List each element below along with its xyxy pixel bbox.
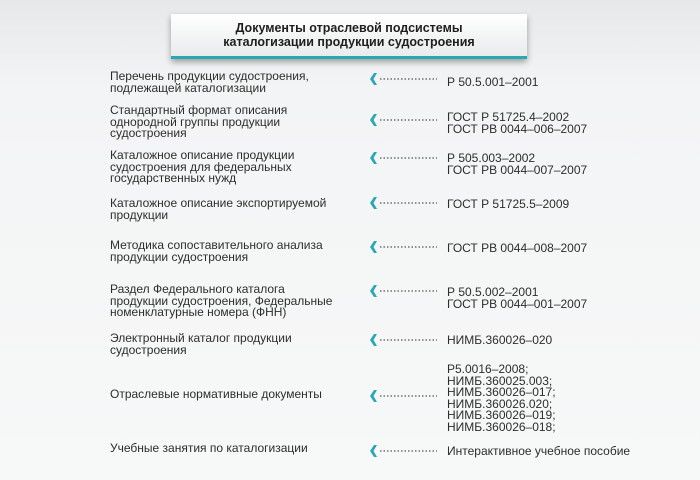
document-code: ГОСТ РВ 0044–007–2007 [447,162,588,177]
row-label [110,71,365,94]
document-code: НИМБ.360026–018; [447,419,556,434]
row-label-line: однородной группы продукции [110,114,281,129]
document-code: НИМБ.360025.003; [447,373,553,388]
row-label-line: продукции судостроения [110,249,249,264]
document-code: ГОСТ РВ 0044–006–2007 [447,121,588,136]
row-label-line: продукции [110,207,169,222]
document-code: Р5.0016–2008; [447,362,529,376]
document-code: Интерактивное учебное пособие [447,444,631,458]
connector-arrow-icon [369,333,439,347]
row-label-line: судостроения [110,126,187,140]
connector-arrow-icon [369,284,439,298]
row-label-line: Перечень продукции судостроения, [110,69,309,83]
row-label-line: Электронный каталог продукции [110,331,292,345]
document-code: ГОСТ Р 51725.4–2002 [447,110,570,124]
row-label [110,150,365,185]
document-code: ГОСТ РВ 0044–008–2007 [447,241,588,255]
row-label-line: Отраслевые нормативные документы [110,387,322,401]
document-code: Р 50.5.002–2001 [447,285,539,299]
connector-arrow-icon [369,389,439,403]
row-documents [447,77,687,89]
document-code: ГОСТ РВ 0044–001–2007 [447,296,588,311]
document-code: ГОСТ Р 51725.5–2009 [447,197,570,211]
row-documents [447,199,687,211]
row-documents [447,364,687,433]
row-label [110,333,365,356]
row-label [110,389,365,401]
row-label-line: Каталожное описание экспортируемой [110,196,327,210]
title-plate [171,14,527,59]
row-documents [447,243,687,255]
row-label-line: номенклатурные номера (ФНН) [110,305,287,319]
row-label [110,443,365,455]
row-label [110,240,365,263]
row-label-line: Стандартный формат описания [110,103,288,117]
document-code: НИМБ.360026–019; [447,408,556,422]
connector-arrow-icon [369,151,439,165]
document-code: Р 505.003–2002 [447,151,536,165]
document-code: НИМБ.360026–020 [447,333,553,347]
row-label-line: судостроения [110,342,187,357]
row-label-line: судостроения для федеральных [110,159,292,174]
row-label-line: Учебные занятия по каталогизации [110,441,308,455]
connector-arrow-icon [369,72,439,86]
row-documents [447,287,687,310]
row-label-line: продукции судостроения, Федеральные [110,293,333,308]
row-label-line: подлежащей каталогизации [110,80,266,95]
title-line-1: Документы отраслевой подсистемы [235,21,463,35]
row-documents [447,446,687,458]
row-label [110,284,365,319]
row-label [110,198,365,221]
row-documents [447,112,687,135]
document-code: НИМБ.360026–017; [447,385,556,399]
connector-arrow-icon [369,444,439,458]
row-documents [447,153,687,176]
connector-arrow-icon [369,196,439,210]
document-code: НИМБ.360026.020; [447,396,553,411]
connector-arrow-icon [369,113,439,127]
row-documents [447,335,687,347]
row-label-line: Раздел Федерального каталога [110,282,285,296]
row-label [110,105,365,140]
title-line-2: каталогизации продукции судостроения [223,35,475,49]
row-label-line: государственных нужд [110,171,237,185]
row-label-line: Каталожное описание продукции [110,148,295,162]
connector-arrow-icon [369,240,439,254]
row-label-line: Методика сопоставительного анализа [110,238,323,252]
document-code: Р 50.5.001–2001 [447,75,539,89]
